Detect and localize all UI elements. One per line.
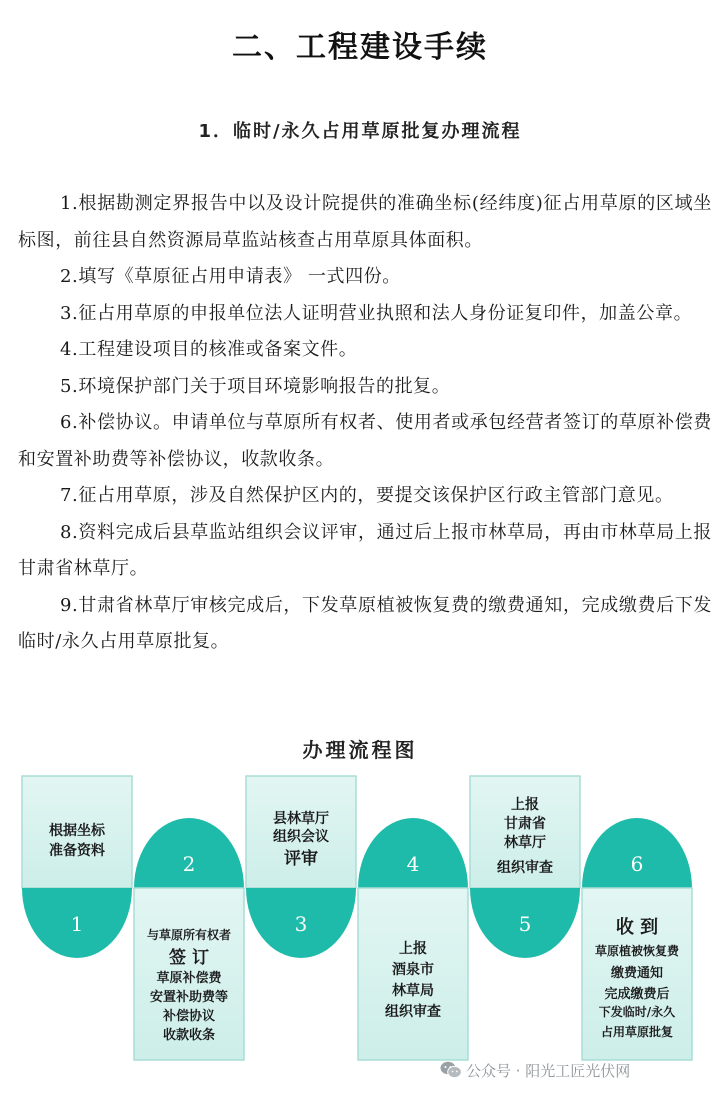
paragraph-7: 7.征占用草原，涉及自然保护区内的，要提交该保护区行政主管部门意见。 [60,485,674,506]
flow-step-1-number: 1 [70,912,84,936]
flow-step-5-line: 林草厅 [504,835,546,851]
flow-step-6-number: 6 [630,852,644,876]
flow-step-5-line: 甘肃省 [504,816,546,832]
flow-step-2-line: 补偿协议 [162,1009,215,1024]
paragraph-6: 6.补偿协议。申请单位与草原所有权者、使用者或承包经营者签订的草原补偿费和安置补助费等补偿协议，收款收条。 [18,412,712,470]
flow-step-3-number: 3 [294,912,308,936]
flow-step-2-line: 签 订 [169,948,209,968]
flow-step-2-line: 收款收条 [162,1028,215,1043]
flow-step-4-number: 4 [406,852,420,876]
flow-step-3-line: 评审 [284,849,318,869]
paragraph-1: 1.根据勘测定界报告中以及设计院提供的准确坐标(经纬度)征占用草原的区域坐标图，前往县自然资源局草监站核查占用草原具体面积。 [18,193,712,251]
paragraph-9: 9.甘肃省林草厅审核完成后，下发草原植被恢复费的缴费通知，完成缴费后下发临时/永久占用草原批复。 [18,594,712,652]
paragraph-4: 4.工程建设项目的核准或备案文件。 [60,339,358,360]
flow-step-6-line: 缴费通知 [610,966,663,981]
paragraph-2: 2.填写《草原征占用申请表》 一式四份。 [60,266,401,287]
flow-step-2-line: 草原补偿费 [156,971,222,986]
paragraph-3: 3.征占用草原的申报单位法人证明营业执照和法人身份证复印件，加盖公章。 [60,302,693,324]
page-title: 二、工程建设手续 [232,30,488,65]
wechat-icon [440,1061,462,1083]
flow-step-5-line: 组织审查 [497,860,553,876]
flow-step-3-line: 组织会议 [273,829,329,845]
flow-step-6-line: 完成缴费后 [604,987,670,1002]
paragraph-5: 5.环境保护部门关于项目环境影响报告的批复。 [60,375,451,397]
flow-step-1-line: 准备资料 [49,843,105,859]
flow-step-5-line: 上报 [511,797,539,813]
section-title: 1．临时/永久占用草原批复办理流程 [198,121,522,142]
flowchart-title: 办理流程图 [302,738,418,762]
flow-step-6-line: 占用草原批复 [600,1025,673,1039]
flow-step-4-line: 林草局 [392,983,434,999]
paragraph-8: 8.资料完成后县草监站组织会议评审，通过后上报市林草局，再由市林草局上报甘肃省林草厅。 [18,521,712,579]
flow-step-2-line: 与草原所有权者 [146,928,231,942]
flow-step-4-line: 组织审查 [385,1004,441,1020]
watermark-text: 公众号 · 阳光工匠光伏网 [466,1062,631,1080]
flow-step-4-line: 上报 [399,941,427,957]
flow-step-2-line: 安置补助费等 [149,990,228,1005]
flow-step-1-line: 根据坐标 [49,823,105,839]
flow-step-6-line: 收 到 [615,917,659,938]
flow-step-4-line: 酒泉市 [392,962,434,978]
flow-step-2-number: 2 [182,852,196,876]
flow-step-5-number: 5 [518,912,532,936]
flow-step-3-line: 县林草厅 [273,811,329,827]
watermark [440,1060,630,1083]
flow-step-6-line: 下发临时/永久 [598,1005,676,1019]
flow-step-6-line: 草原植被恢复费 [594,944,679,958]
